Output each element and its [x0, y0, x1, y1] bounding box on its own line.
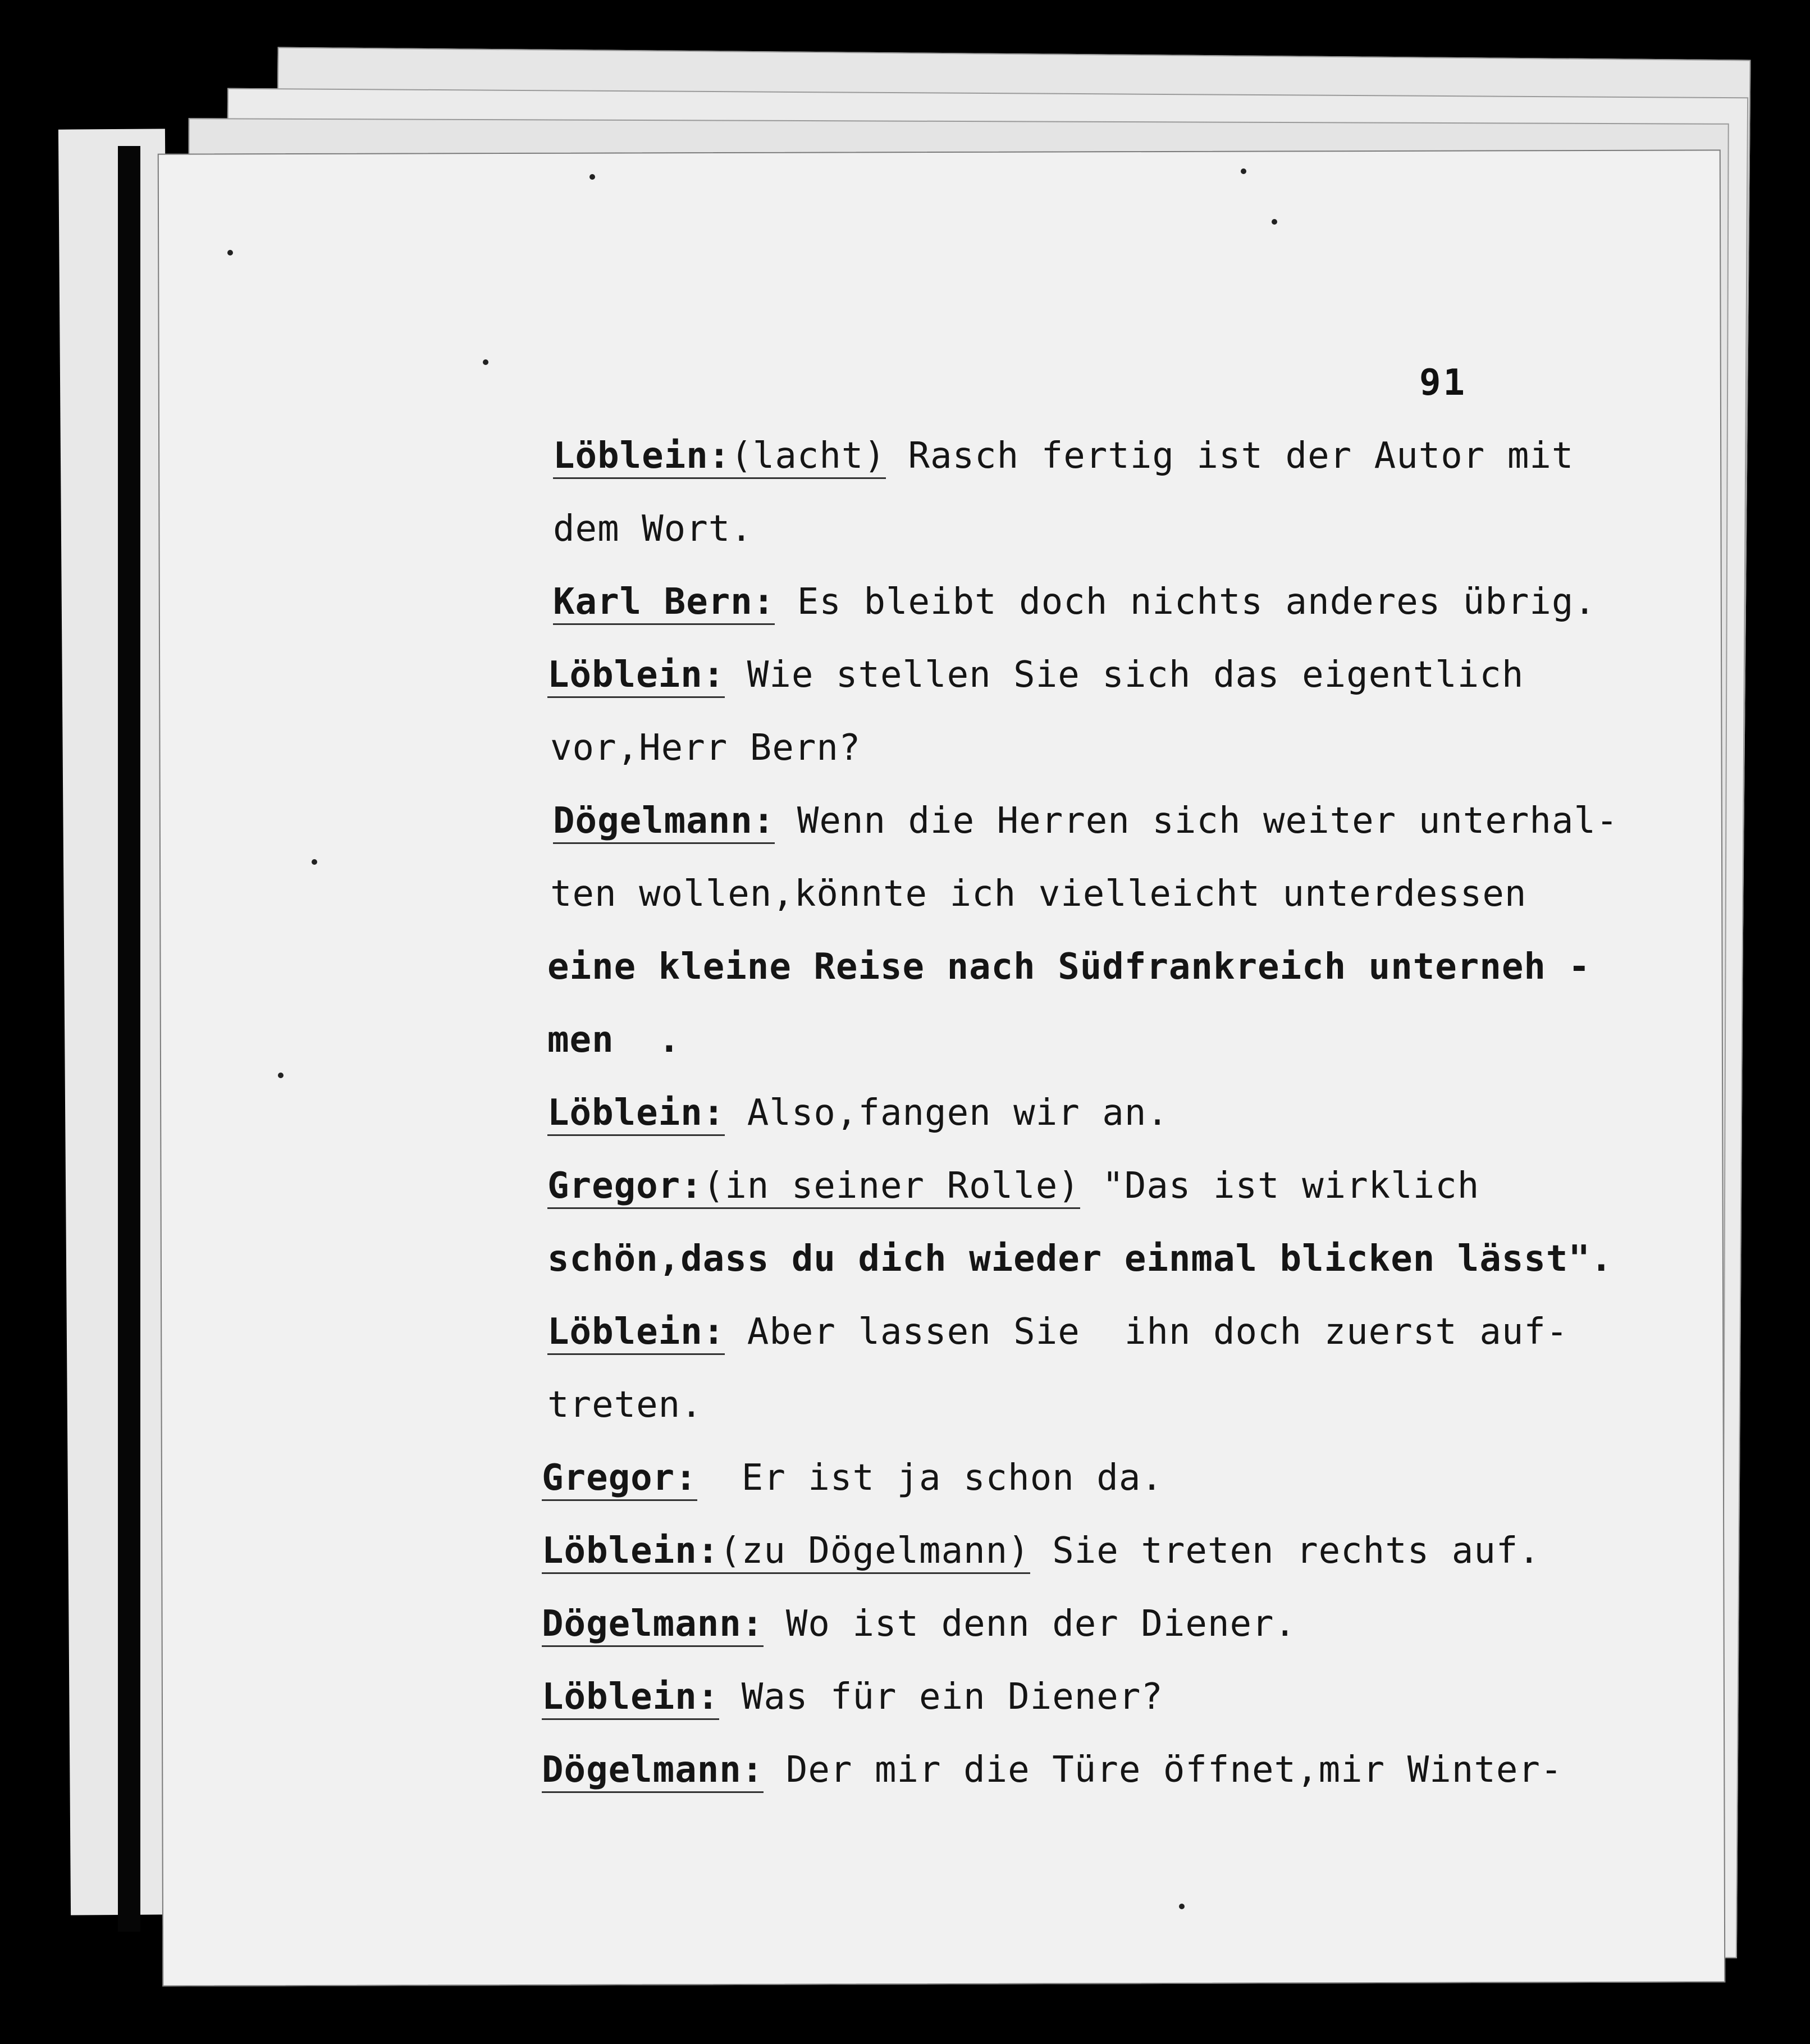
dialogue-text: vor,Herr Bern? — [550, 727, 861, 769]
speaker-name: Löblein: — [547, 657, 725, 698]
script-line — [553, 435, 1574, 479]
speaker-name: Löblein: — [547, 1095, 725, 1136]
script-line — [542, 1603, 1297, 1647]
ink-speck — [1272, 219, 1277, 225]
script-line — [550, 873, 1527, 915]
dialogue-text: schön,dass du dich wieder einmal blicken lässt". — [547, 1238, 1613, 1280]
speaker-name: Dögelmann: — [542, 1606, 764, 1647]
ink-speck — [227, 250, 233, 256]
dialogue-text: eine kleine Reise nach Südfrankreich unterneh - — [547, 946, 1590, 988]
speaker-name: Löblein: — [542, 1679, 719, 1720]
dialogue-text: Aber lassen Sie ihn doch zuerst auf- — [725, 1311, 1569, 1353]
script-line — [547, 654, 1524, 698]
dialogue-text: Rasch fertig ist der Autor mit — [885, 435, 1574, 477]
dialogue-text: Er ist ja schon da. — [697, 1457, 1163, 1499]
ink-speck — [1179, 1904, 1185, 1909]
dialogue-text: Wenn die Herren sich weiter unterhal- — [775, 800, 1619, 842]
script-line — [547, 946, 1590, 988]
script-line — [547, 1092, 1169, 1136]
speaker-name: Löblein: — [542, 1533, 719, 1574]
script-line — [542, 1457, 1163, 1501]
script-line — [553, 581, 1596, 625]
dialogue-text: men . — [547, 1019, 681, 1061]
dialogue-text: Wo ist denn der Diener. — [764, 1603, 1297, 1645]
script-line — [542, 1749, 1563, 1793]
script-line — [547, 1311, 1569, 1355]
stage-direction: (in seiner Rolle) — [703, 1168, 1080, 1209]
ink-speck — [1241, 168, 1246, 174]
ink-speck — [589, 174, 595, 180]
speaker-name: Gregor: — [547, 1168, 703, 1209]
speaker-name: Dögelmann: — [542, 1752, 764, 1793]
speaker-name: Dögelmann: — [553, 803, 775, 844]
dialogue-text: Es bleibt doch nichts anderes übrig. — [775, 581, 1596, 623]
dialogue-text: Was für ein Diener? — [719, 1676, 1163, 1718]
script-line — [547, 1165, 1480, 1209]
dialogue-text: Sie treten rechts auf. — [1030, 1530, 1541, 1572]
page-number: 91 — [1419, 362, 1468, 404]
dialogue-text: dem Wort. — [553, 508, 753, 550]
dialogue-text: Der mir die Türe öffnet,mir Winter- — [764, 1749, 1563, 1791]
script-line — [547, 1019, 681, 1061]
script-line — [547, 1384, 703, 1426]
speaker-name: Gregor: — [542, 1460, 697, 1501]
script-line — [542, 1530, 1541, 1574]
stage-direction: (lacht) — [730, 438, 886, 479]
dialogue-text: treten. — [547, 1384, 703, 1426]
speaker-name: Karl Bern: — [553, 584, 775, 625]
dialogue-text: ten wollen,könnte ich vielleicht unterdessen — [550, 873, 1527, 915]
script-line — [550, 727, 861, 769]
dialogue-text: "Das ist wirklich — [1080, 1165, 1480, 1207]
left-sheet-edge — [118, 146, 140, 1932]
dialogue-text: Also,fangen wir an. — [725, 1092, 1169, 1134]
script-line — [553, 800, 1619, 844]
speaker-name: Löblein: — [553, 438, 730, 479]
ink-speck — [483, 359, 488, 365]
speaker-name: Löblein: — [547, 1314, 725, 1355]
script-line — [553, 508, 753, 550]
ink-speck — [312, 859, 317, 865]
dialogue-text: Wie stellen Sie sich das eigentlich — [725, 654, 1524, 696]
ink-speck — [278, 1073, 284, 1078]
script-line — [542, 1676, 1163, 1720]
script-line — [547, 1238, 1613, 1280]
stage-direction: (zu Dögelmann) — [719, 1533, 1030, 1574]
